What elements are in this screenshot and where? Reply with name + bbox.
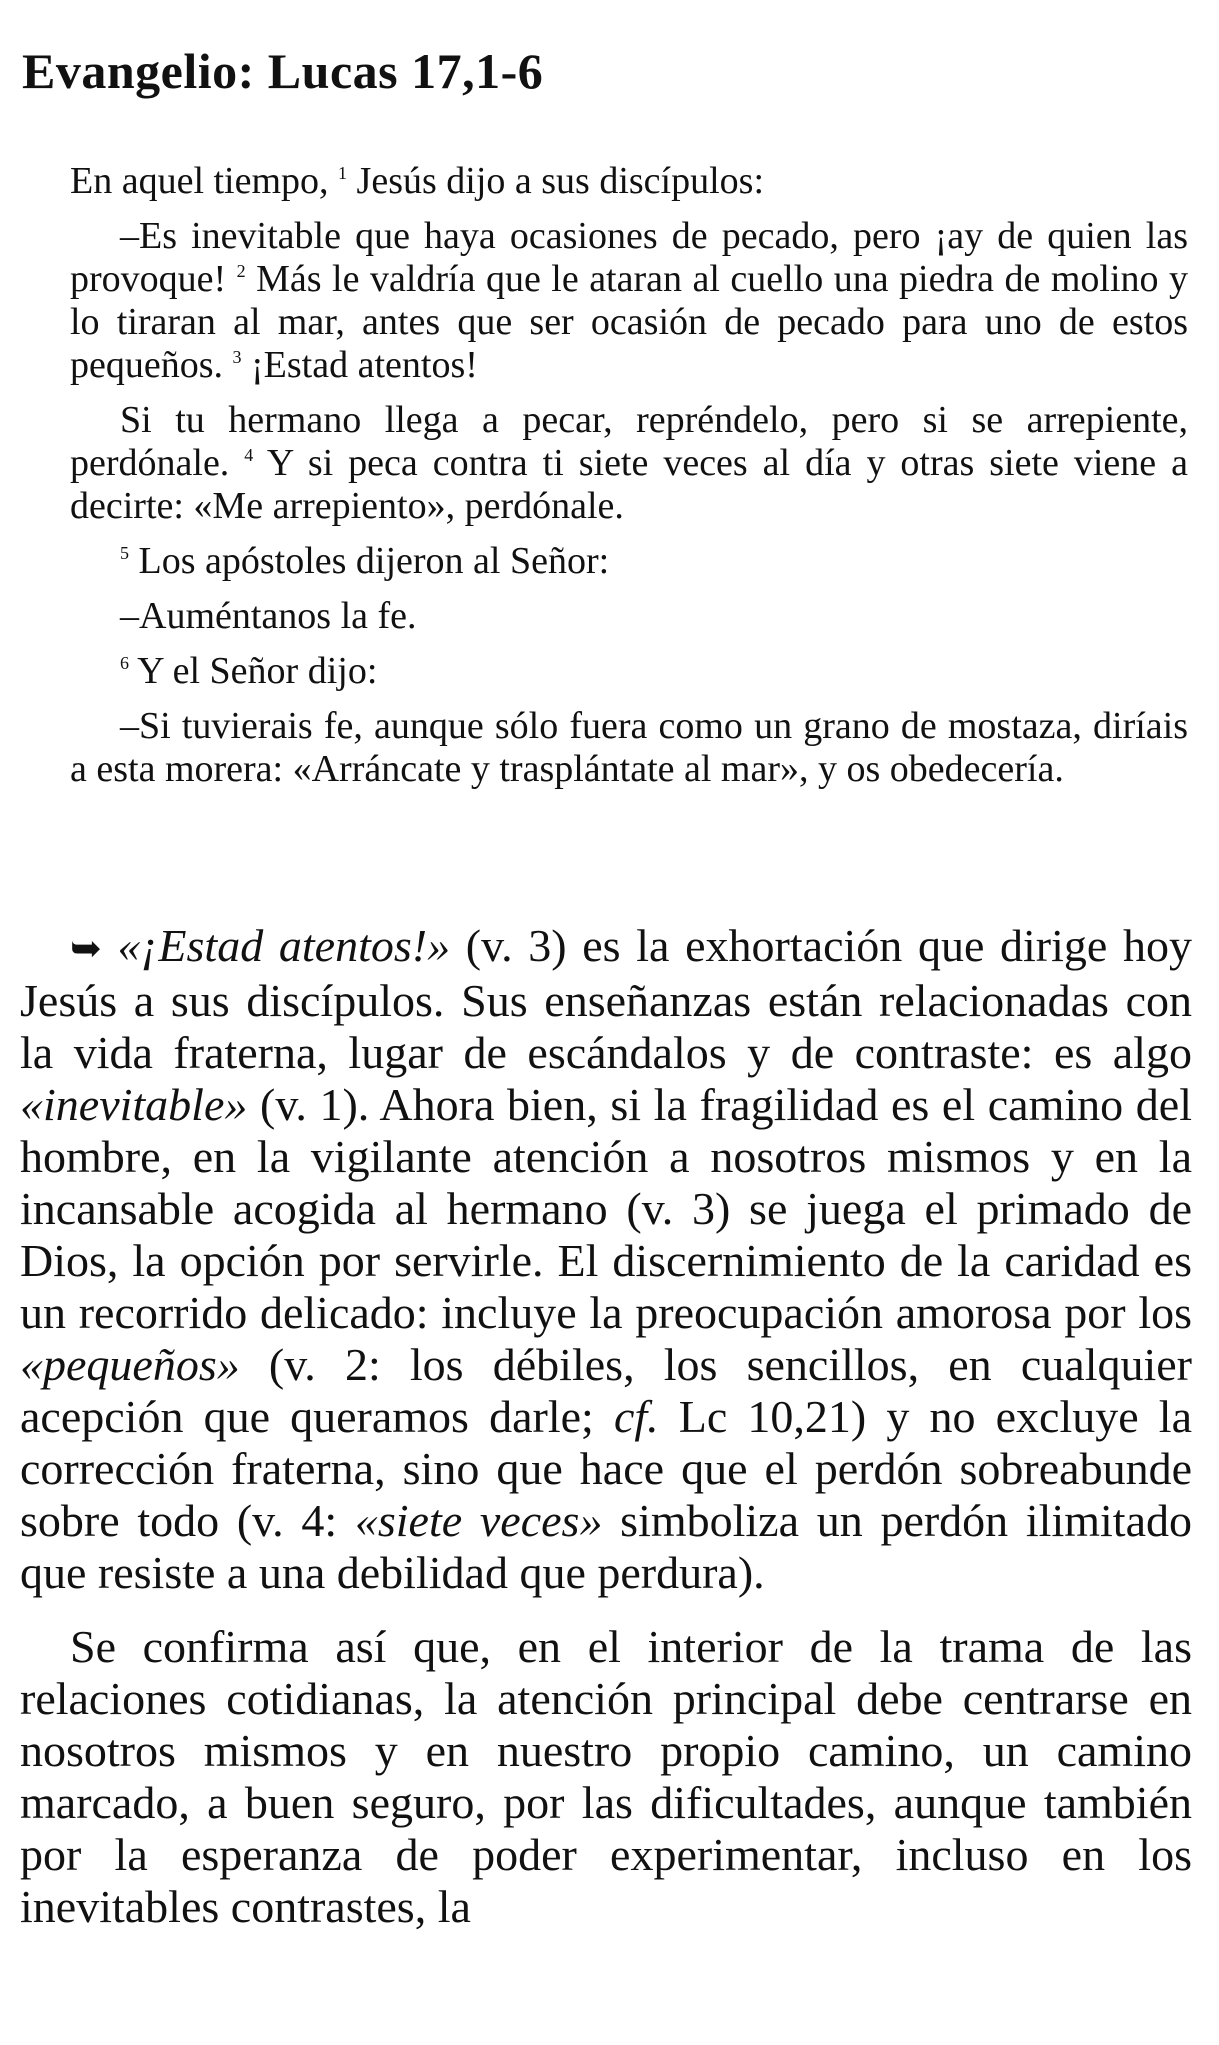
arrow-icon: ➥	[70, 928, 102, 970]
text: Si tu hermano llega a pecar, repréndelo, pero si se arrepiente, perdónale.	[70, 399, 1188, 484]
commentary-paragraph: Se confirma así que, en el interior de la trama de las relaciones cotidianas, la atención principal debe centrarse en nosotros mismos y en nuestro propio camino, un camino marcado, a buen seguro, por las dificultades, aunque también por la esperanza de poder experimentar, incluso en los inevitables contrastes, la	[20, 1621, 1192, 1932]
text: Y si peca contra ti siete veces al día y otras siete viene a decirte: «Me arrepiento», perdónale.	[70, 442, 1188, 527]
gospel-paragraph	[70, 595, 1188, 638]
verse-number: 6	[120, 653, 129, 673]
text: En aquel tiempo,	[70, 160, 339, 202]
text: –Si tuvierais fe, aunque sólo fuera como un grano de mostaza, diríais a esta morera: «Arráncate y trasplántate al mar», y os obedecería.	[70, 705, 1188, 790]
verse-number: 5	[120, 543, 129, 563]
gospel-paragraph	[70, 705, 1188, 791]
text: (v. 2: los débiles, los sencillos, en cualquier acepción que queramos darle;	[20, 1339, 1192, 1442]
text: Los apóstoles dijeron al Señor:	[129, 540, 610, 582]
text: simboliza un perdón ilimitado que resiste a una debilidad que perdura).	[20, 1495, 1192, 1598]
text: ¡Estad atentos!	[241, 344, 478, 386]
verse-number: 3	[232, 347, 242, 367]
commentary	[20, 920, 1192, 1955]
commentary-paragraph	[20, 920, 1192, 1599]
text: Más le valdría que le ataran al cuello una piedra de molino y lo tiraran al mar, antes que ser ocasión de pecado para uno de estos pequeños.	[70, 258, 1188, 386]
verse-number: 2	[236, 261, 246, 281]
gospel-paragraph	[70, 540, 1188, 583]
text: –Es inevitable que haya ocasiones de pecado, pero ¡ay de quien las provoque!	[70, 215, 1188, 300]
gospel-paragraph	[70, 399, 1188, 528]
text: –Auméntanos la fe.	[120, 595, 417, 637]
quote: cf.	[613, 1391, 659, 1442]
quote: «¡Estad atentos!»	[117, 920, 451, 971]
quote: «inevitable»	[20, 1079, 248, 1130]
verse-number: 1	[338, 163, 348, 183]
text: Lc 10,21) y no excluye la corrección fraterna, sino que hace que el perdón sobreabunde sobre todo (v. 4:	[20, 1391, 1192, 1546]
gospel-paragraph	[70, 650, 1188, 693]
page-title: Evangelio: Lucas 17,1-6	[22, 43, 544, 99]
gospel-paragraph	[70, 215, 1188, 387]
gospel-reading	[70, 160, 1188, 803]
quote: «siete veces»	[354, 1495, 603, 1546]
text: Y el Señor dijo:	[129, 650, 378, 692]
text: Jesús dijo a sus discípulos:	[347, 160, 765, 202]
quote: «pequeños»	[20, 1339, 240, 1390]
text: (v. 3) es la exhortación que dirige hoy Jesús a sus discípulos. Sus enseñanzas están relacionadas con la vida fraterna, lugar de escándalos y de contraste: es algo	[20, 920, 1193, 1078]
verse-number: 4	[244, 445, 254, 465]
gospel-paragraph	[70, 160, 1188, 203]
text: (v. 1). Ahora bien, si la fragilidad es el camino del hombre, en la vigilante atención a nosotros mismos y en la incansable acogida al hermano (v. 3) se juega el primado de Dios, la opción por servirle. El discernimiento de la caridad es un recorrido delicado: incluye la preocupación amorosa por los	[20, 1079, 1192, 1338]
